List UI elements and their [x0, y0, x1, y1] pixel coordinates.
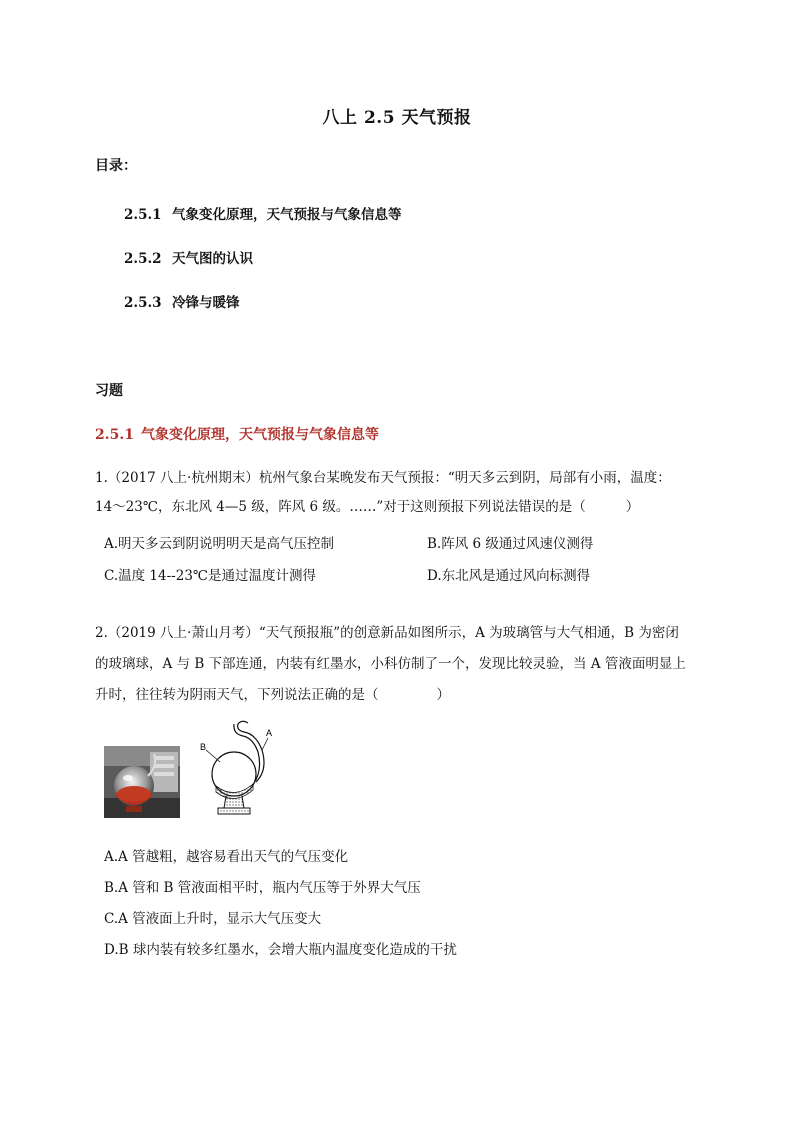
q1-close-paren: ）: [625, 499, 640, 515]
page-title: 八上 2.5 天气预报: [322, 108, 472, 128]
toc-item-number: 2.5.2: [124, 251, 162, 267]
diagram-label-b: B: [200, 742, 207, 752]
section-number: 2.5.1: [95, 427, 134, 443]
q2-option-d[interactable]: D.B 球内装有较多红墨水，会增大瓶内温度变化造成的干扰: [104, 942, 457, 958]
toc-item-number: 2.5.1: [124, 207, 162, 223]
q1-option-b[interactable]: B.阵风 6 级通过风速仪测得: [427, 536, 594, 552]
q2-line-3: [95, 689, 450, 703]
toc-item-label: 气象变化原理，天气预报与气象信息等: [172, 207, 402, 223]
diagram-label-a: A: [266, 728, 273, 738]
section-title: [95, 424, 379, 444]
q1-line-2-text: 14～23℃，东北风 4—5 级，阵风 6 级。……”对于这则预报下列说法错误的是（: [95, 499, 586, 515]
toc-item-1[interactable]: [124, 203, 402, 223]
toc-item-2[interactable]: [124, 247, 253, 267]
q2-line-2: 的玻璃球，A 与 B 下部连通，内装有红墨水，小科仿制了一个，发现比较灵验，当 A 管液面明显上: [95, 656, 686, 672]
q2-close-paren: ）: [436, 687, 450, 703]
q1-option-a[interactable]: A.明天多云到阴说明明天是高气压控制: [104, 536, 335, 552]
toc-item-3[interactable]: [124, 291, 240, 311]
q2-option-a[interactable]: A.A 管越粗，越容易看出天气的气压变化: [104, 849, 349, 865]
toc-item-label: 天气图的认识: [172, 251, 253, 267]
q2-option-c[interactable]: C.A 管液面上升时，显示大气压变大: [104, 911, 322, 927]
toc-heading: 目录：: [95, 158, 137, 174]
q1-line-1: 1.（2017 八上·杭州期末）杭州气象台某晚发布天气预报：“明天多云到阴，局部有小雨，温度：: [95, 470, 671, 486]
weather-bottle-photo: [104, 746, 180, 818]
q1-option-c[interactable]: C.温度 14--23℃是通过温度计测得: [104, 568, 317, 584]
weather-bottle-diagram: [196, 720, 280, 820]
q1-line-2: [95, 501, 639, 515]
section-label: 气象变化原理，天气预报与气象信息等: [141, 427, 379, 443]
q2-option-b[interactable]: B.A 管和 B 管液面相平时，瓶内气压等于外界大气压: [104, 880, 421, 896]
q2-line-3-text: 升时，往往转为阴雨天气，下列说法正确的是（: [95, 687, 379, 703]
exercises-heading: 习题: [95, 383, 123, 399]
toc-item-number: 2.5.3: [124, 295, 162, 311]
q2-line-1: 2.（2019 八上·萧山月考）“天气预报瓶”的创意新品如图所示，A 为玻璃管与大气相通，B 为密闭: [95, 625, 679, 641]
toc-item-label: 冷锋与暖锋: [172, 295, 240, 311]
q1-option-d[interactable]: D.东北风是通过风向标测得: [427, 568, 591, 584]
